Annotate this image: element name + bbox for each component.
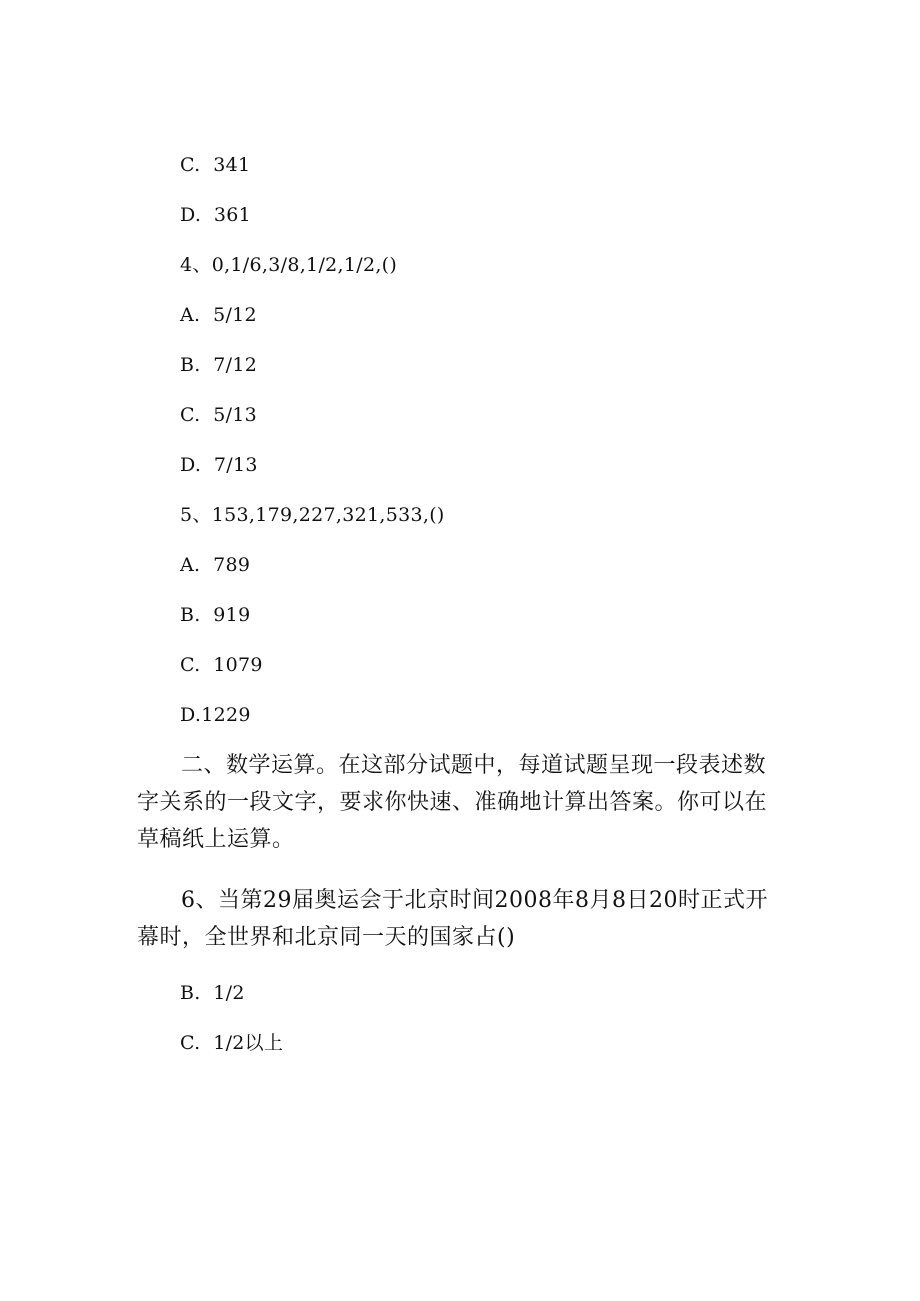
option-letter: C. [180, 654, 201, 676]
option-letter: C. [180, 404, 201, 426]
option-text: 341 [213, 154, 251, 176]
option-letter: B. [180, 604, 201, 626]
question-5-stem: 5、153,179,227,321,533,() [180, 504, 445, 526]
option-d-q4 [180, 453, 258, 477]
option-letter: A. [180, 554, 201, 576]
option-c-q5 [180, 653, 263, 677]
option-letter: A. [180, 304, 201, 326]
option-letter: B. [180, 354, 201, 376]
option-a-q5 [180, 553, 250, 577]
option-letter: B. [180, 982, 201, 1004]
option-text: 5/13 [213, 404, 258, 426]
option-letter: D. [180, 454, 202, 476]
section-2-intro: 二、数学运算。在这部分试题中，每道试题呈现一段表述数字关系的一段文字，要求你快速、准确地计算出答案。你可以在草稿纸上运算。 [137, 753, 768, 852]
option-c-q6 [180, 1031, 283, 1055]
option-b-q4 [180, 353, 257, 377]
question-4-stem: 4、0,1/6,3/8,1/2,1/2,() [180, 254, 398, 276]
option-text: 789 [213, 554, 251, 576]
option-letter: C. [180, 154, 201, 176]
option-a-q4 [180, 303, 257, 327]
option-c-q3 [180, 153, 250, 177]
option-text: 361 [213, 204, 252, 226]
option-text: 1/2 [213, 982, 245, 1004]
option-text: 5/12 [213, 304, 257, 326]
option-text: 7/12 [213, 354, 258, 376]
option-letter: D. [180, 704, 202, 726]
option-letter: C. [180, 1032, 201, 1054]
option-d-q3 [180, 203, 251, 227]
option-d-q5 [180, 703, 251, 727]
option-b-q5 [180, 603, 250, 627]
option-c-q4 [180, 403, 257, 427]
question-6-stem: 6、当第29届奥运会于北京时间2008年8月8日20时正式开幕时，全世界和北京同一天的国家占() [137, 888, 768, 950]
option-text: 7/13 [213, 454, 258, 476]
option-letter: D. [180, 204, 202, 226]
option-b-q6 [180, 981, 245, 1005]
option-text: 919 [213, 604, 251, 626]
option-text: 1079 [213, 654, 263, 676]
option-text: 1/2以上 [213, 1032, 284, 1054]
option-text: 1229 [201, 704, 251, 726]
